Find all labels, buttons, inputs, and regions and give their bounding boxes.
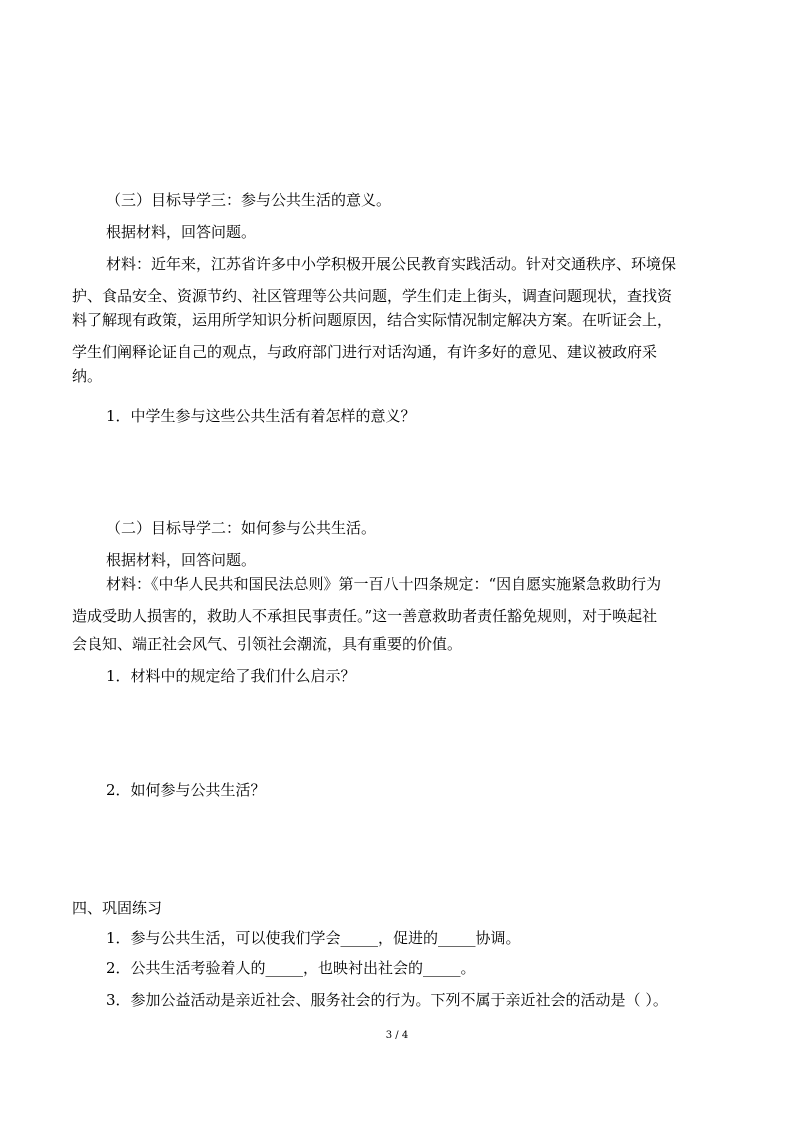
section3-heading: （三）目标导学三：参与公共生活的意义。 (106, 191, 392, 209)
section2-heading: （二）目标导学二：如何参与公共生活。 (106, 519, 377, 537)
section3-material-line-2: 护、食品安全、资源节约、社区管理等公共问题，学生们走上街头，调查问题现状，查找资 (72, 287, 673, 305)
section3-material-line-3: 料了解现有政策，运用所学知识分析问题原因，结合实际情况制定解决方案。在听证会上， (72, 311, 673, 329)
section3-material-line-4: 学生们阐释论证自己的观点，与政府部门进行对话沟通，有许多好的意见、建议被政府采 (72, 343, 658, 361)
section2-question-1: 1．材料中的规定给了我们什么启示？ (106, 667, 356, 685)
practice-item-3: 3．参加公益活动是亲近社会、服务社会的行为。下列不属于亲近社会的活动是（ ）。 (106, 991, 668, 1009)
section3-instruction: 根据材料，回答问题。 (106, 223, 257, 241)
practice-heading: 四、巩固练习 (72, 899, 163, 917)
practice-item-1: 1．参与公共生活，可以使我们学会_____，促进的_____协调。 (106, 929, 521, 947)
section2-material-line-2: 造成受助人损害的，救助人不承担民事责任。”这一善意救助者责任豁免规则，对于唤起社 (72, 607, 658, 625)
section2-material-line-3: 会良知、端正社会风气、引领社会潮流，具有重要的价值。 (72, 635, 463, 653)
section3-material-line-1: 材料：近年来，江苏省许多中小学积极开展公民教育实践活动。针对交通秩序、环境保 (106, 255, 677, 273)
section3-question-1: 1．中学生参与这些公共生活有着怎样的意义？ (106, 407, 416, 425)
section2-question-2: 2．如何参与公共生活？ (106, 781, 266, 799)
section2-material-line-1: 材料：《中华人民共和国民法总则》第一百八十四条规定：“因自愿实施紧急救助行为 (106, 575, 662, 593)
section2-instruction: 根据材料，回答问题。 (106, 551, 257, 569)
page-number: 3 / 4 (385, 1030, 409, 1041)
practice-item-2: 2．公共生活考验着人的_____，也映衬出社会的_____。 (106, 959, 476, 977)
section3-material-line-5: 纳。 (72, 367, 103, 385)
